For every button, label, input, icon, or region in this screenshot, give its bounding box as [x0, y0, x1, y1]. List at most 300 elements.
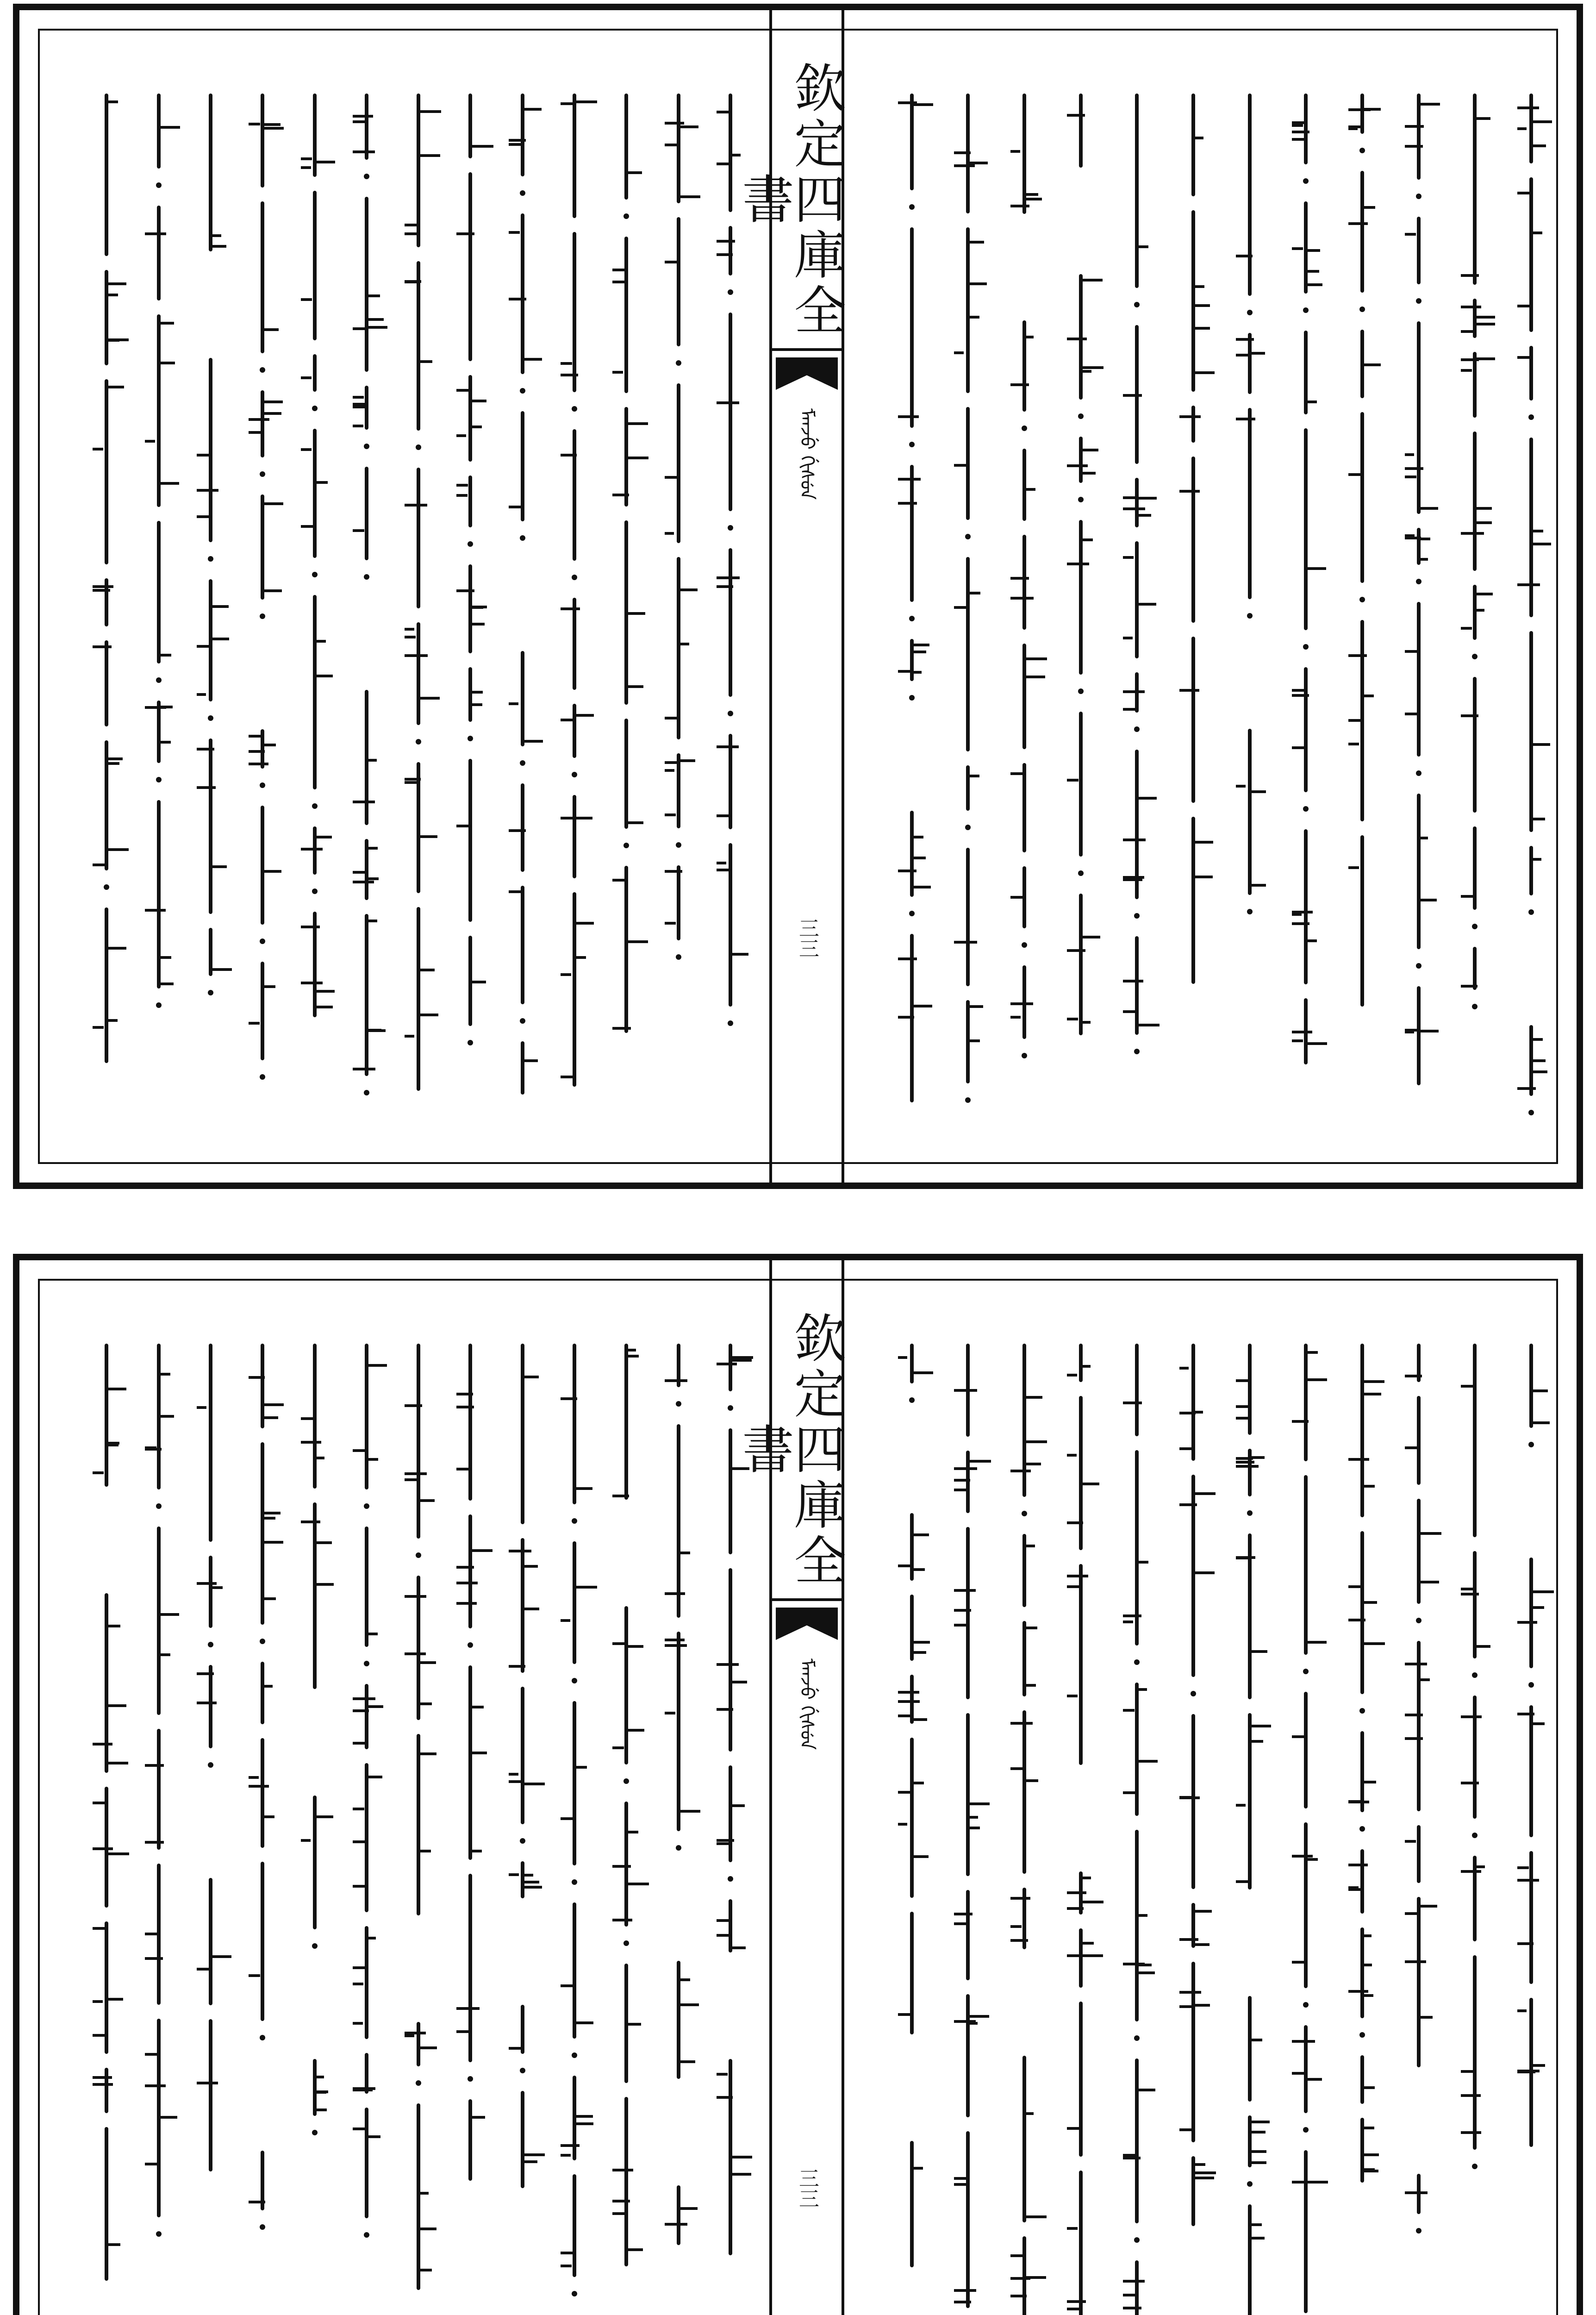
script-stroke — [1461, 2070, 1476, 2073]
script-stroke — [405, 1478, 420, 1481]
script-stroke — [1531, 743, 1550, 746]
script-stroke — [898, 1564, 911, 1567]
script-stroke — [1405, 453, 1415, 456]
script-word — [1473, 1344, 1477, 1537]
script-stroke — [353, 2022, 363, 2025]
script-stroke — [1405, 2191, 1428, 2194]
script-stroke — [456, 2007, 479, 2010]
script-word — [365, 1763, 368, 1912]
script-stroke — [93, 1743, 112, 1746]
script-stroke — [1475, 507, 1492, 510]
script-stroke — [1236, 1417, 1248, 1420]
script-stroke — [954, 1489, 967, 1491]
script-stroke — [1137, 514, 1151, 517]
script-stroke — [717, 1363, 737, 1365]
script-word — [1529, 631, 1533, 832]
script-stroke — [315, 161, 335, 163]
script-word — [1079, 2002, 1083, 2157]
script-stroke — [1517, 127, 1527, 130]
script-stroke — [898, 2013, 912, 2016]
script-stroke — [612, 1027, 631, 1030]
script-stroke — [1348, 1886, 1359, 1889]
script-stroke — [470, 400, 486, 402]
script-word — [1304, 829, 1308, 984]
script-word — [261, 1862, 264, 2021]
script-stroke — [612, 1746, 623, 1749]
script-stroke — [612, 1865, 630, 1868]
script-stroke — [561, 1817, 576, 1820]
script-stroke — [1067, 464, 1088, 467]
script-stroke — [1123, 1709, 1134, 1712]
script-stroke — [954, 1589, 976, 1592]
punctuation-dot — [1303, 2002, 1309, 2008]
script-stroke — [509, 139, 526, 142]
script-stroke — [561, 454, 577, 457]
script-stroke — [1461, 985, 1478, 988]
script-stroke — [1081, 1483, 1100, 1485]
script-stroke — [1292, 1735, 1307, 1738]
script-word — [1417, 986, 1421, 1085]
script-stroke — [301, 448, 312, 451]
script-stroke — [262, 412, 281, 415]
punctuation-dot — [676, 1401, 681, 1407]
script-stroke — [561, 2265, 572, 2267]
script-stroke — [1348, 866, 1359, 869]
script-word — [1191, 1962, 1195, 2142]
script-word — [1248, 2115, 1252, 2167]
script-stroke — [1081, 366, 1104, 369]
script-stroke — [1081, 936, 1101, 939]
script-word — [365, 914, 368, 1076]
script-stroke — [106, 757, 123, 760]
script-stroke — [93, 645, 111, 648]
script-stroke — [717, 401, 739, 404]
script-stroke — [1236, 1804, 1246, 1807]
script-stroke — [249, 123, 260, 125]
script-stroke — [1179, 1991, 1201, 1994]
script-word — [157, 1527, 161, 1715]
script-stroke — [1123, 708, 1135, 711]
script-stroke — [665, 761, 678, 764]
script-word — [521, 1861, 524, 1898]
script-stroke — [1024, 657, 1047, 660]
script-word — [365, 690, 368, 825]
script-stroke — [1250, 1456, 1265, 1459]
script-stroke — [1193, 2163, 1205, 2166]
punctuation-dot — [156, 2231, 162, 2237]
script-stroke — [1292, 694, 1309, 697]
script-stroke — [1067, 1585, 1080, 1588]
spine-title: 欽定四庫全書 — [734, 1311, 846, 1589]
script-stroke — [1236, 418, 1255, 420]
script-stroke — [1081, 538, 1093, 541]
script-stroke — [197, 1406, 206, 1409]
script-stroke — [574, 922, 594, 925]
script-word — [1079, 1928, 1083, 1988]
script-stroke — [1137, 2089, 1155, 2091]
punctuation-dot — [1359, 1826, 1365, 1832]
script-stroke — [1405, 537, 1421, 539]
script-stroke — [1517, 583, 1540, 586]
script-word — [105, 379, 108, 564]
script-word — [966, 2131, 970, 2308]
script-stroke — [1236, 1405, 1250, 1408]
script-word — [1360, 1849, 1364, 1914]
script-stroke — [1024, 1627, 1037, 1629]
script-stroke — [954, 464, 967, 467]
script-stroke — [1010, 597, 1034, 600]
script-stroke — [626, 1831, 638, 1833]
script-stroke — [315, 1815, 333, 1818]
punctuation-dot — [156, 677, 162, 683]
script-stroke — [717, 1934, 731, 1937]
script-stroke — [1531, 120, 1552, 123]
script-word — [966, 557, 970, 751]
script-stroke — [717, 585, 733, 588]
punctuation-dot — [1247, 310, 1253, 315]
script-word — [1360, 835, 1364, 1007]
script-stroke — [574, 1487, 592, 1490]
script-stroke — [912, 1718, 927, 1721]
script-stroke — [353, 327, 365, 330]
script-word — [1417, 1499, 1421, 1604]
script-stroke — [1362, 1994, 1373, 1997]
script-word — [1135, 1344, 1139, 1436]
punctuation-dot — [909, 442, 915, 447]
script-stroke — [954, 1913, 973, 1915]
script-stroke — [509, 890, 525, 893]
script-stroke — [418, 2227, 436, 2230]
script-stroke — [262, 1416, 278, 1419]
script-stroke — [1475, 609, 1484, 612]
script-stroke — [418, 110, 441, 113]
script-stroke — [1193, 304, 1210, 307]
script-word — [1529, 1705, 1533, 1837]
punctuation-dot — [1303, 644, 1309, 650]
script-stroke — [561, 1397, 577, 1400]
script-stroke — [1236, 1880, 1249, 1883]
script-stroke — [717, 253, 733, 256]
script-word — [1191, 94, 1195, 196]
script-stroke — [574, 100, 597, 103]
script-stroke — [418, 2269, 432, 2271]
script-stroke — [1362, 1601, 1377, 1604]
script-stroke — [717, 1919, 730, 1922]
script-stroke — [353, 1840, 368, 1843]
punctuation-dot — [623, 1940, 629, 1946]
script-stroke — [197, 1702, 217, 1704]
punctuation-dot — [1134, 2035, 1140, 2041]
script-stroke — [301, 157, 312, 160]
script-stroke — [1010, 577, 1029, 580]
script-stroke — [1024, 2215, 1047, 2218]
script-stroke — [1362, 1934, 1372, 1937]
punctuation-dot — [728, 1876, 733, 1882]
script-word — [729, 1428, 732, 1554]
script-word — [910, 465, 914, 602]
script-stroke — [315, 1541, 332, 1544]
script-stroke — [1461, 532, 1484, 535]
script-stroke — [1461, 1715, 1482, 1718]
script-stroke — [1405, 476, 1417, 478]
script-word — [209, 94, 212, 251]
script-stroke — [315, 990, 335, 993]
script-stroke — [1517, 1621, 1537, 1624]
script-stroke — [456, 1468, 472, 1470]
script-word — [313, 191, 317, 340]
script-stroke — [1292, 247, 1303, 250]
script-stroke — [1137, 1964, 1152, 1966]
script-stroke — [968, 1827, 979, 1829]
script-stroke — [968, 282, 987, 285]
script-stroke — [1010, 1767, 1025, 1770]
script-stroke — [106, 1704, 126, 1707]
script-stroke — [405, 232, 417, 235]
script-stroke — [93, 585, 113, 588]
script-word — [910, 1344, 914, 1383]
script-stroke — [301, 1417, 314, 1420]
script-stroke — [249, 1974, 260, 1977]
script-stroke — [353, 120, 365, 123]
script-word — [677, 753, 680, 828]
fishtail-mark — [776, 357, 838, 390]
script-stroke — [626, 2023, 641, 2026]
script-stroke — [1405, 125, 1424, 128]
script-word — [1417, 1396, 1421, 1485]
script-stroke — [1419, 507, 1438, 510]
script-stroke — [898, 415, 919, 418]
script-stroke — [1531, 232, 1542, 234]
script-stroke — [1405, 1912, 1417, 1915]
script-word — [1191, 1344, 1195, 1461]
script-word — [313, 354, 317, 392]
script-word — [729, 226, 732, 275]
punctuation-dot — [728, 1405, 733, 1411]
script-stroke — [470, 1850, 481, 1852]
script-stroke — [1137, 797, 1157, 800]
script-stroke — [405, 1404, 422, 1407]
script-stroke — [353, 1697, 375, 1700]
script-stroke — [1405, 1840, 1416, 1843]
script-stroke — [315, 2076, 324, 2078]
script-stroke — [1123, 838, 1145, 841]
script-stroke — [197, 693, 206, 696]
spine — [734, 10, 846, 1183]
punctuation-dot — [1416, 963, 1421, 969]
script-stroke — [730, 2173, 751, 2176]
script-stroke — [1024, 1684, 1036, 1687]
script-word — [677, 94, 680, 203]
script-stroke — [1475, 521, 1492, 524]
script-stroke — [197, 454, 209, 457]
script-word — [573, 2076, 576, 2160]
script-word — [313, 1502, 317, 1689]
script-stroke — [679, 588, 698, 591]
script-stroke — [367, 1458, 378, 1461]
script-stroke — [1123, 507, 1145, 510]
script-stroke — [1067, 779, 1079, 782]
script-stroke — [262, 1685, 272, 1688]
script-stroke — [679, 195, 701, 198]
script-stroke — [523, 1886, 542, 1889]
script-stroke — [665, 532, 674, 535]
script-stroke — [679, 643, 690, 645]
script-stroke — [717, 2073, 728, 2076]
script-stroke — [470, 145, 493, 148]
punctuation-dot — [1416, 579, 1421, 584]
script-stroke — [353, 150, 375, 153]
script-word — [910, 227, 914, 428]
script-stroke — [1123, 1620, 1133, 1623]
script-stroke — [367, 1633, 378, 1635]
script-stroke — [315, 836, 332, 838]
script-stroke — [679, 2060, 696, 2063]
script-stroke — [262, 123, 281, 126]
script-stroke — [1531, 543, 1551, 545]
script-word — [1079, 712, 1083, 857]
script-stroke — [912, 1371, 934, 1374]
punctuation-dot — [1134, 302, 1140, 307]
punctuation-dot — [1134, 1659, 1140, 1665]
script-word — [1529, 346, 1533, 400]
script-stroke — [1419, 837, 1428, 839]
script-word — [1473, 947, 1477, 990]
script-stroke — [717, 1663, 739, 1666]
script-stroke — [730, 154, 741, 156]
script-stroke — [1067, 1891, 1087, 1894]
punctuation-dot — [909, 911, 915, 916]
script-stroke — [561, 374, 578, 376]
script-stroke — [1081, 370, 1092, 373]
punctuation-dot — [260, 1639, 265, 1644]
script-stroke — [1179, 490, 1200, 493]
script-stroke — [353, 406, 367, 408]
script-stroke — [561, 1076, 574, 1078]
script-stroke — [1193, 841, 1213, 844]
script-word — [966, 765, 970, 811]
punctuation-dot — [572, 1678, 577, 1683]
punctuation-dot — [364, 2232, 369, 2238]
script-stroke — [1362, 2086, 1375, 2089]
script-stroke — [106, 294, 118, 296]
script-stroke — [106, 2243, 120, 2246]
punctuation-dot — [1528, 1110, 1534, 1115]
punctuation-dot — [572, 575, 577, 580]
script-stroke — [954, 2289, 976, 2292]
script-stroke — [93, 448, 103, 450]
punctuation-dot — [1303, 806, 1309, 812]
script-stroke — [1292, 1031, 1312, 1033]
script-stroke — [159, 1415, 175, 1418]
script-stroke — [456, 589, 474, 592]
left-half-page — [47, 1288, 760, 2315]
script-word — [1473, 1696, 1477, 1819]
script-word — [624, 1606, 628, 1764]
script-stroke — [211, 865, 227, 868]
script-stroke — [159, 482, 179, 485]
script-stroke — [665, 1639, 685, 1641]
script-stroke — [367, 326, 387, 329]
punctuation-dot — [1134, 726, 1140, 732]
punctuation-dot — [312, 803, 318, 809]
script-stroke — [367, 318, 384, 321]
script-word — [468, 1874, 472, 2062]
leaf-number: 三三 — [795, 918, 819, 958]
script-stroke — [730, 953, 748, 956]
script-word — [573, 2174, 576, 2277]
script-stroke — [159, 654, 171, 657]
script-stroke — [665, 870, 683, 873]
script-stroke — [1137, 1561, 1148, 1564]
script-word — [1135, 541, 1139, 658]
script-stroke — [968, 1005, 983, 1008]
script-stroke — [315, 1006, 333, 1008]
punctuation-dot — [728, 711, 733, 716]
script-stroke — [145, 706, 167, 709]
script-stroke — [523, 108, 542, 111]
script-word — [105, 640, 108, 726]
script-stroke — [561, 1984, 574, 1987]
script-stroke — [301, 1520, 320, 1523]
punctuation-dot — [1247, 2181, 1253, 2187]
script-stroke — [456, 1566, 474, 1569]
script-word — [417, 261, 420, 431]
script-stroke — [626, 1349, 636, 1351]
script-stroke — [523, 1608, 539, 1610]
script-stroke — [159, 1653, 170, 1656]
script-stroke — [262, 328, 279, 331]
script-word — [105, 1593, 108, 1773]
script-stroke — [612, 371, 623, 374]
script-word — [1022, 449, 1026, 521]
script-stroke — [912, 2167, 923, 2170]
script-stroke — [405, 1035, 414, 1038]
punctuation-dot — [364, 1661, 369, 1666]
script-stroke — [1123, 394, 1141, 397]
punctuation-dot — [260, 613, 265, 619]
script-stroke — [1024, 336, 1034, 338]
script-word — [1304, 428, 1308, 630]
script-stroke — [1461, 330, 1473, 333]
script-stroke — [1010, 1470, 1031, 1472]
script-stroke — [106, 1625, 120, 1627]
script-stroke — [612, 2169, 633, 2171]
punctuation-dot — [416, 739, 421, 745]
script-stroke — [405, 1595, 426, 1598]
script-word — [729, 1765, 732, 1862]
punctuation-dot — [1472, 1004, 1478, 1009]
script-stroke — [367, 1705, 383, 1708]
script-word — [1248, 1344, 1252, 1435]
script-stroke — [159, 322, 175, 325]
script-stroke — [367, 1937, 376, 1940]
script-stroke — [1306, 249, 1320, 252]
script-stroke — [626, 821, 643, 824]
script-word — [729, 548, 732, 697]
script-word — [677, 383, 680, 543]
script-stroke — [968, 2015, 989, 2018]
script-stroke — [509, 1550, 531, 1552]
script-word — [677, 1424, 680, 1618]
script-stroke — [1362, 1642, 1385, 1645]
script-stroke — [626, 1729, 644, 1732]
script-word — [1079, 437, 1083, 483]
punctuation-dot — [1528, 1442, 1534, 1447]
script-word — [157, 800, 161, 989]
script-stroke — [1193, 2004, 1210, 2007]
script-word — [209, 1344, 212, 1542]
script-word — [677, 557, 680, 739]
